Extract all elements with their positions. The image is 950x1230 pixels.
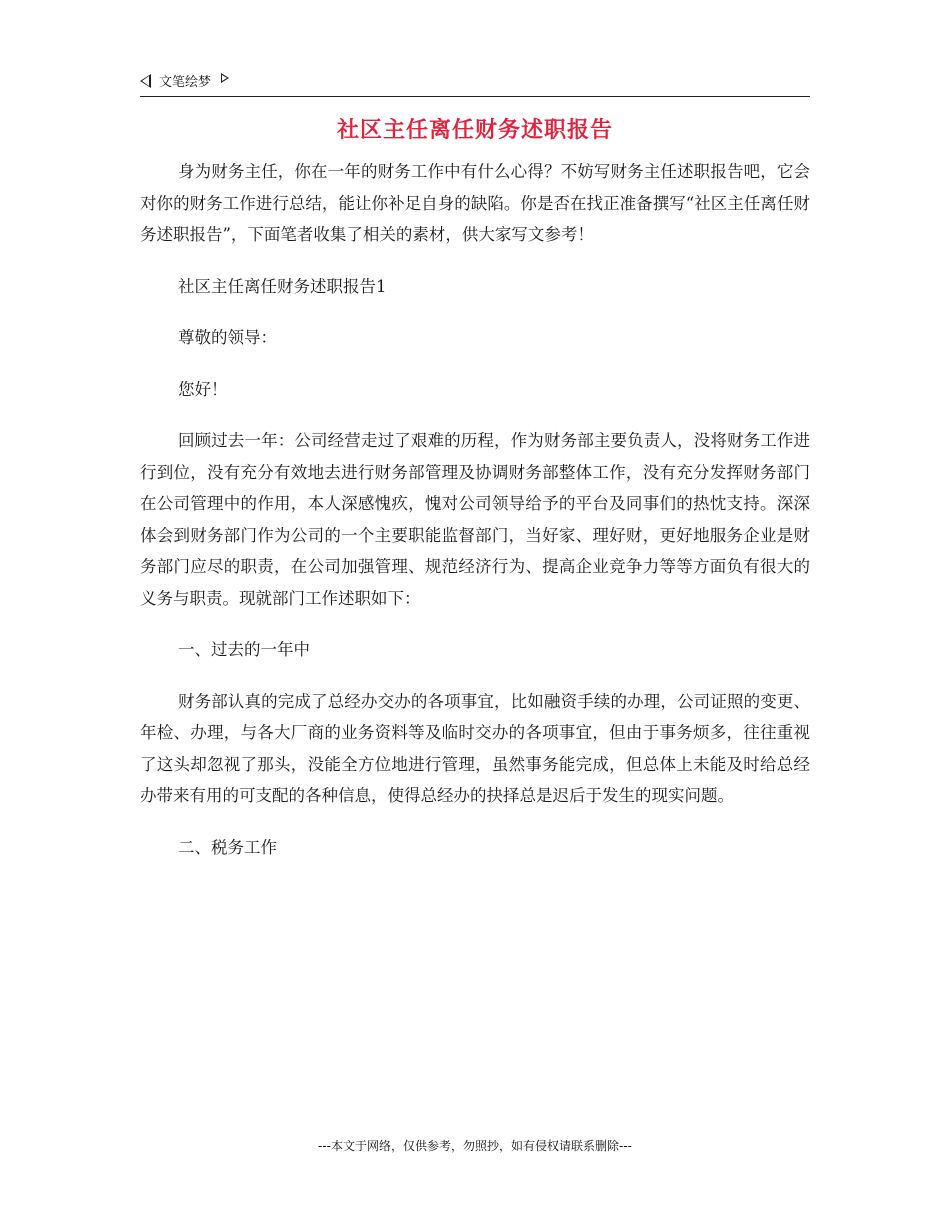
footer-disclaimer: ---本文于网络，仅供参考，勿照抄，如有侵权请联系删除--- bbox=[318, 1139, 632, 1153]
review-paragraph: 回顾过去一年：公司经营走过了艰难的历程，作为财务部主要负责人，没将财务工作进行到位，没有充分有效地去进行财务部管理及协调财务部整体工作，没有充分发挥财务部门在公司管理中的作用，本人深感愧疚，愧对公司领导给予的平台及同事们的热忱支持。深深体会到财务部门作为公司的一个主要职能监督部门，当好家、理好财，更好地服务企业是财务部门应尽的职责，在公司加强管理、规范经济行为、提高企业竞争力等等方面负有很大的义务与职责。现就部门工作述职如下： bbox=[140, 431, 810, 608]
section-heading-2: 二、税务工作 bbox=[177, 837, 277, 857]
report-heading: 社区主任离任财务述职报告1 bbox=[177, 276, 387, 296]
section-paragraph-1: 财务部认真的完成了总经办交办的各项事宜，比如融资手续的办理，公司证照的变更、年检、办理，与各大厂商的业务资料等及临时交办的各项事宜，但由于事务烦多，往往重视了这头却忽视了那头，没能全方位地进行管理，虽然事务能完成，但总体上未能及时给总经办带来有用的可支配的各种信息，使得总经办的抉择总是迟后于发生的现实问题。 bbox=[140, 691, 810, 805]
intro-paragraph: 身为财务主任，你在一年的财务工作中有什么心得？不妨写财务主任述职报告吧，它会对你的财务工作进行总结，能让你补足自身的缺陷。你是否在找正准备撰写“社区主任离任财务述职报告”，下面笔者收集了相关的素材，供大家写文参考！ bbox=[140, 162, 810, 244]
triangle-right-icon bbox=[221, 73, 229, 83]
document-title: 社区主任离任财务述职报告 bbox=[336, 118, 613, 143]
triangle-left-icon bbox=[140, 74, 151, 88]
brand bbox=[140, 71, 229, 90]
document-body bbox=[140, 156, 810, 883]
salutation: 尊敬的领导： bbox=[177, 328, 277, 347]
section-heading-1: 一、过去的一年中 bbox=[177, 640, 310, 659]
page-header bbox=[140, 70, 810, 97]
greeting: 您好！ bbox=[177, 379, 228, 399]
brand-name: 文笔绘梦 bbox=[159, 75, 212, 90]
